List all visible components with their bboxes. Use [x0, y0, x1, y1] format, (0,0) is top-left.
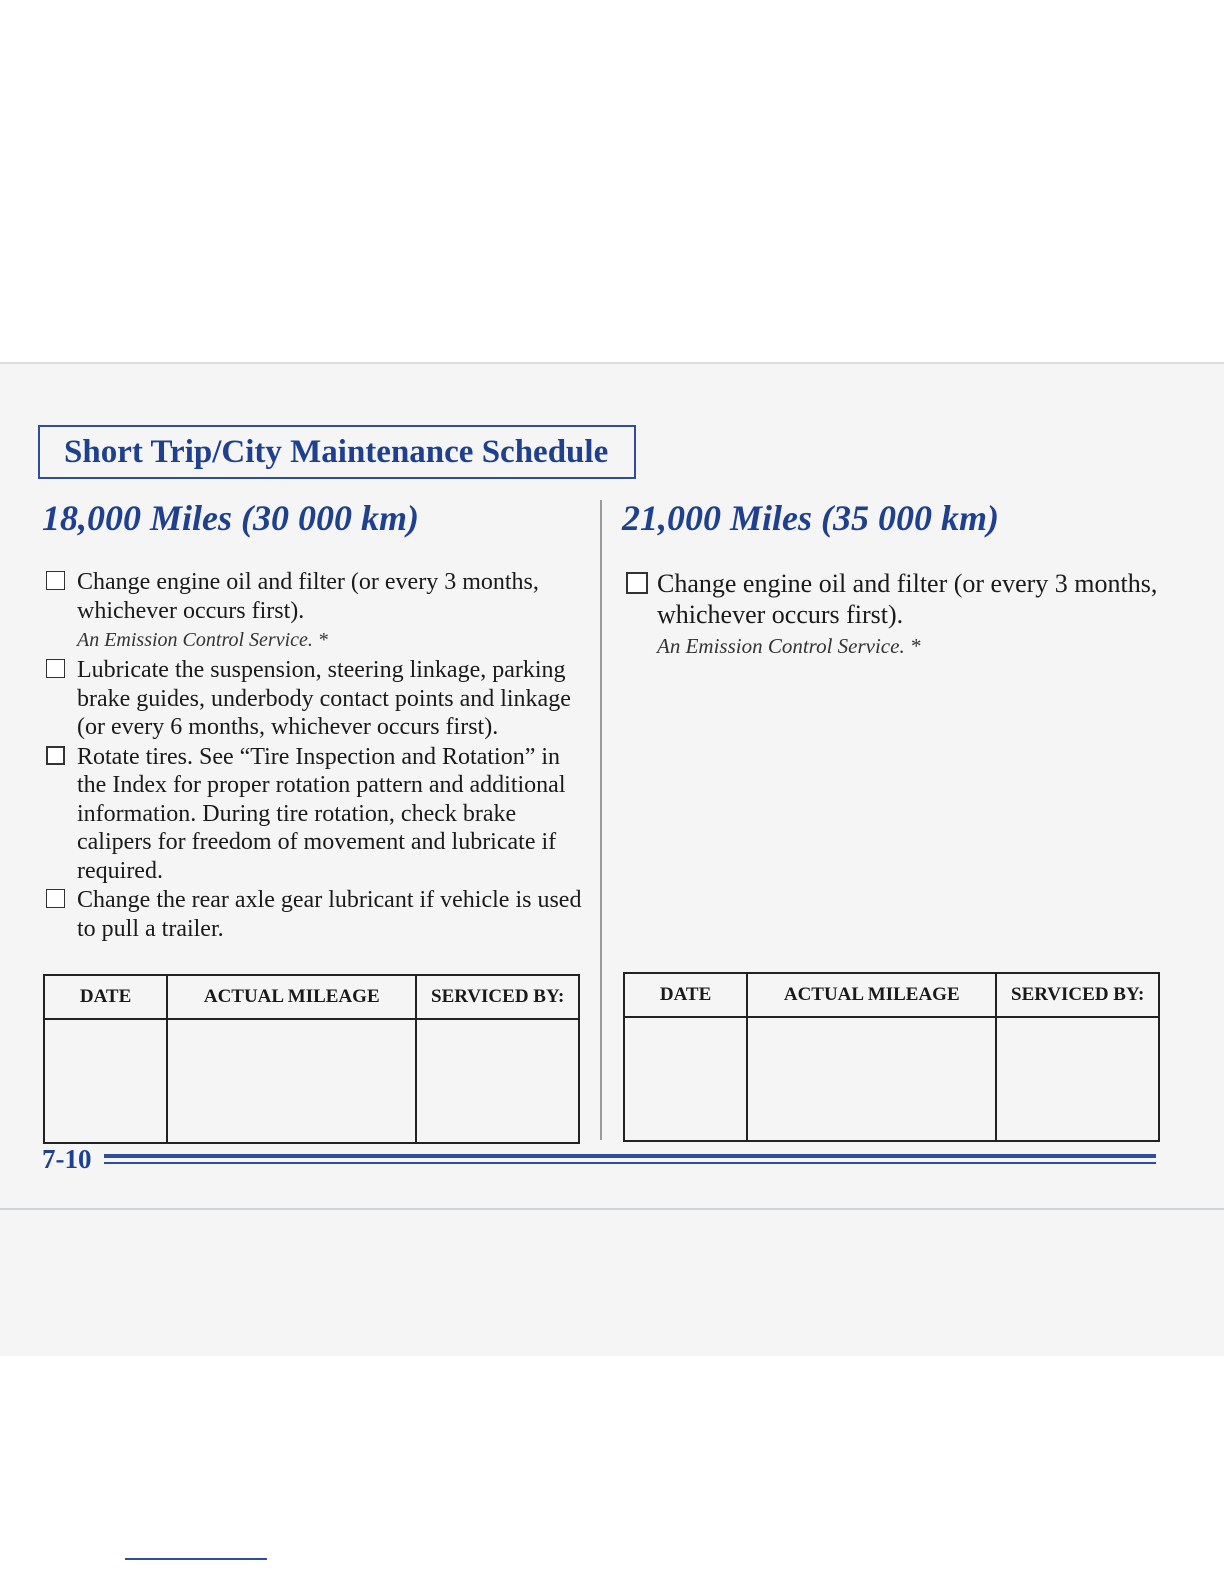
service-log-table-right: [623, 972, 1160, 1142]
item-text: Change engine oil and filter (or every 3 months, whichever occurs first).: [657, 569, 1158, 629]
mileage-cell[interactable]: [747, 1017, 996, 1141]
table-header-row: [624, 973, 1159, 1017]
checklist-item: [42, 743, 582, 886]
checklist-item: [42, 886, 582, 943]
page-number: 7-10: [42, 1144, 92, 1174]
checkbox[interactable]: [46, 889, 65, 908]
table-row: [624, 1017, 1159, 1141]
left-column: [42, 490, 582, 944]
item-text: Lubricate the suspension, steering linkage, parking brake guides, underbody contact points and linkage (or every 6 months, whichever occurs first).: [77, 657, 571, 740]
section-title-box: [38, 425, 636, 479]
checkbox[interactable]: [46, 571, 65, 590]
checklist-item: [622, 568, 1162, 663]
serviced-by-cell[interactable]: [996, 1017, 1159, 1141]
mileage-heading-left: 18,000 Miles (30 000 km): [42, 498, 419, 538]
mileage-heading-right: 21,000 Miles (35 000 km): [622, 498, 999, 538]
checkbox[interactable]: [46, 746, 65, 765]
footer-rule-thin: [104, 1162, 1156, 1164]
column-header-mileage: ACTUAL MILEAGE: [167, 975, 416, 1019]
band-bottom-rule: [0, 1208, 1224, 1210]
service-log-table-left: [43, 974, 580, 1144]
table-row: [44, 1019, 579, 1143]
checklist-item: [42, 656, 582, 742]
checklist-item: [42, 568, 582, 655]
column-header-mileage: ACTUAL MILEAGE: [747, 973, 996, 1017]
column-header-date: DATE: [624, 973, 747, 1017]
checkbox[interactable]: [626, 572, 648, 594]
date-cell[interactable]: [44, 1019, 167, 1143]
table-header-row: [44, 975, 579, 1019]
item-text: Change the rear axle gear lubricant if vehicle is used to pull a trailer.: [77, 887, 582, 942]
column-header-date: DATE: [44, 975, 167, 1019]
serviced-by-cell[interactable]: [416, 1019, 579, 1143]
link-underline[interactable]: [125, 1558, 267, 1560]
checkbox[interactable]: [46, 659, 65, 678]
emission-note: An Emission Control Service. *: [657, 634, 921, 658]
item-text: Rotate tires. See “Tire Inspection and Rotation” in the Index for proper rotation pattern and additional information. During tire rotation, check brake calipers for freedom of movement and lubricate if required.: [77, 743, 566, 884]
date-cell[interactable]: [624, 1017, 747, 1141]
item-text: Change engine oil and filter (or every 3 months, whichever occurs first).: [77, 569, 539, 624]
column-header-serviced-by: SERVICED BY:: [996, 973, 1159, 1017]
emission-note: An Emission Control Service. *: [77, 629, 328, 651]
right-column: [622, 490, 1162, 664]
column-divider: [600, 500, 602, 1140]
section-title: Short Trip/City Maintenance Schedule: [64, 434, 609, 470]
column-header-serviced-by: SERVICED BY:: [416, 975, 579, 1019]
footer-rule: [104, 1154, 1156, 1158]
mileage-cell[interactable]: [167, 1019, 416, 1143]
